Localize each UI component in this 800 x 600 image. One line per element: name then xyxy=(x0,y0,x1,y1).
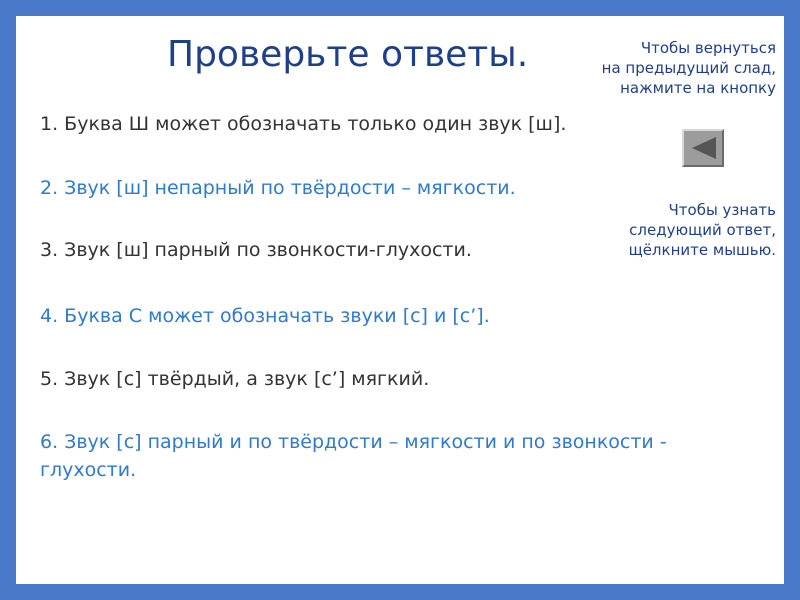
next-instruction-line: следующий ответ, xyxy=(629,221,776,239)
slide[interactable] xyxy=(16,16,784,584)
next-instruction-line: Чтобы узнать xyxy=(668,201,776,219)
back-instruction-line: Чтобы вернуться xyxy=(640,39,776,57)
next-instruction xyxy=(629,200,776,260)
answer-3: 3. Звук [ш] парный по звонкости-глухости. xyxy=(40,239,472,261)
answer-5: 5. Звук [с] твёрдый, а звук [с’] мягкий. xyxy=(40,368,430,390)
back-instruction-line: нажмите на кнопку xyxy=(620,79,776,97)
answer-6-line: глухости. xyxy=(40,459,137,481)
answer-4: 4. Буква С может обозначать звуки [с] и [с’]. xyxy=(40,305,490,327)
slide-title: Проверьте ответы. xyxy=(167,34,529,75)
answer-2: 2. Звук [ш] непарный по твёрдости – мягкости. xyxy=(40,177,516,199)
next-instruction-line: щёлкните мышью. xyxy=(628,241,776,259)
back-instruction xyxy=(602,38,776,98)
back-instruction-line: на предыдущий слад, xyxy=(601,59,776,77)
answer-1: 1. Буква Ш может обозначать только один звук [ш]. xyxy=(40,113,567,135)
back-button[interactable] xyxy=(682,129,724,167)
answer-6-line: 6. Звук [с] парный и по твёрдости – мягкости и по звонкости - xyxy=(40,431,667,453)
triangle-left-icon xyxy=(690,136,718,160)
answer-6 xyxy=(40,428,667,484)
